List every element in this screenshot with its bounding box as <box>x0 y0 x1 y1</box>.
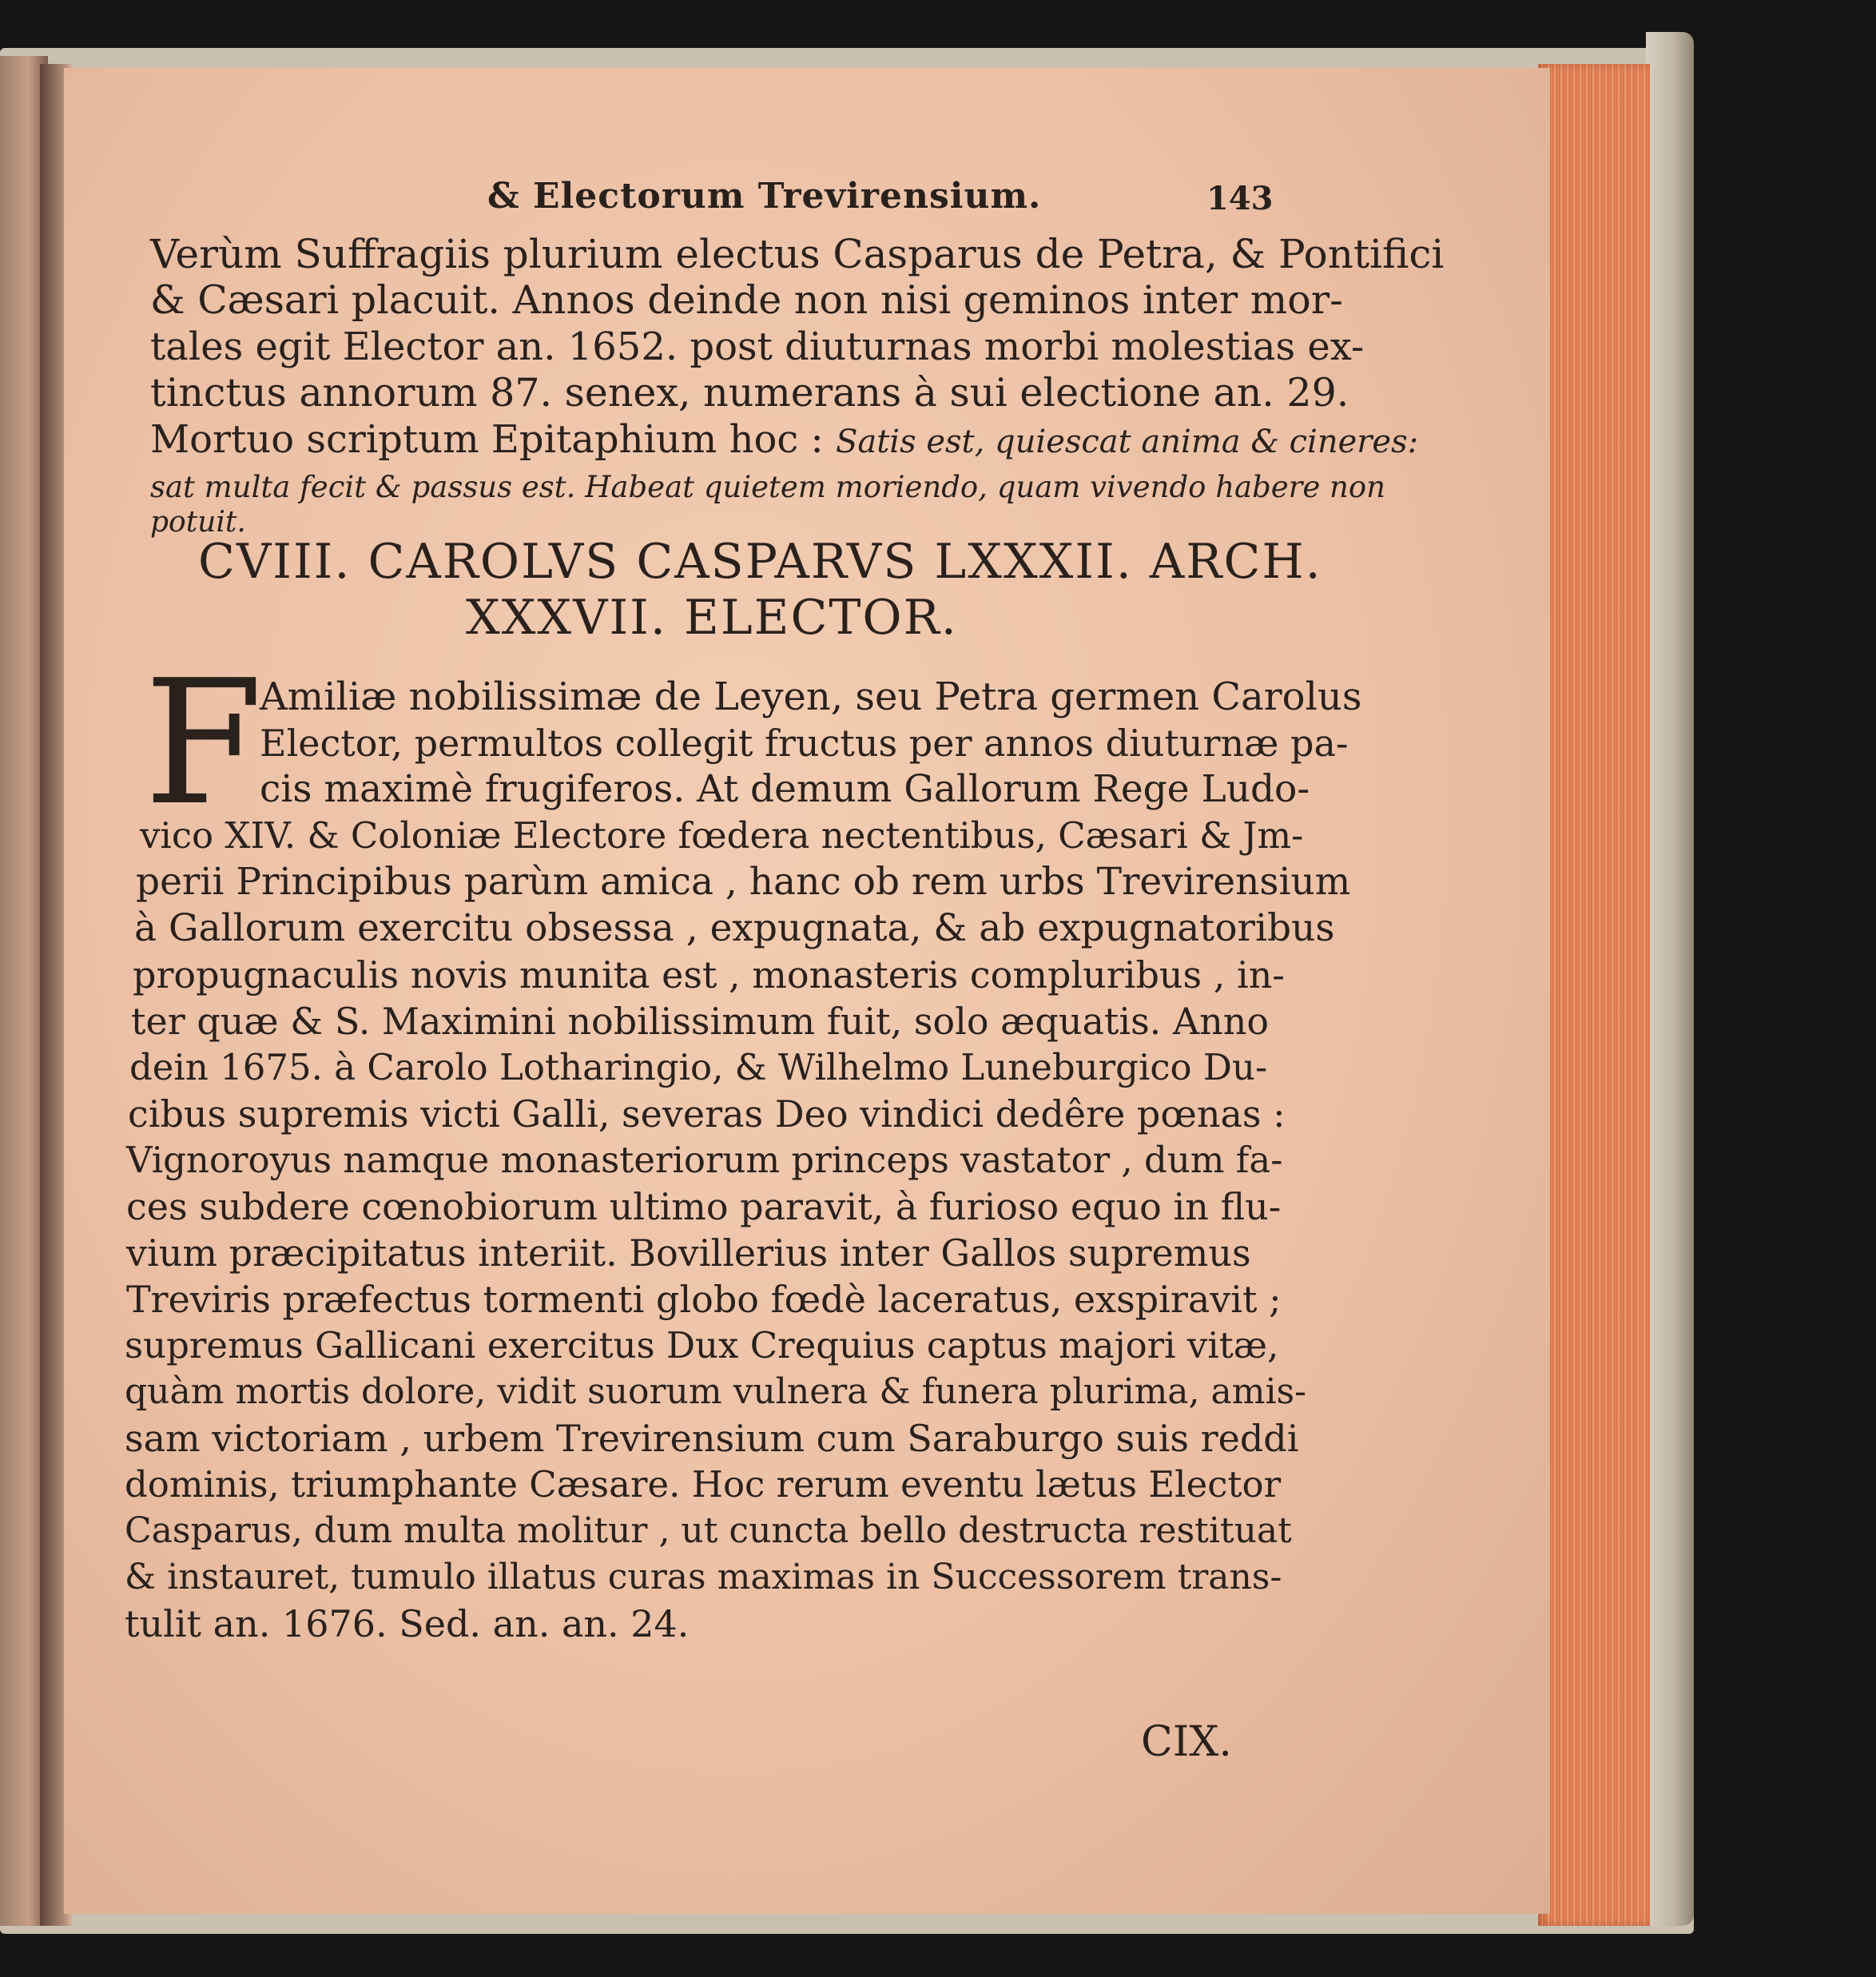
body-line: Elector, permultos collegit fructus per annos diuturnæ pa- <box>260 722 1349 765</box>
body-line: supremus Gallicani exercitus Dux Crequius captus majori vitæ, <box>125 1324 1279 1366</box>
body-line: ter quæ & S. Maximini nobilissimum fuit, solo æquatis. Anno <box>131 1000 1270 1043</box>
body-line: vium præcipitatus interiit. Bovillerius inter Gallos supremus <box>126 1231 1251 1275</box>
epitaph-line: sat multa fecit & passus est. Habeat quietem moriendo, quam vivendo habere non <box>150 470 1385 504</box>
intro-line: Verùm Suffragiis plurium electus Casparus de Petra, & Pontifici <box>150 231 1445 277</box>
body-line: vico XIV. & Coloniæ Electore fœdera nectentibus, Cæsari & Jm- <box>140 814 1304 857</box>
body-line: propugnaculis novis munita est , monasteris compluribus , in- <box>133 953 1285 996</box>
intro-line <box>150 416 1418 466</box>
intro-line: & Cæsari placuit. Annos deinde non nisi geminos inter mor- <box>150 277 1343 323</box>
epitaph-line: potuit. <box>150 506 246 539</box>
body-line: à Gallorum exercitu obsessa , expugnata, & ab expugnatoribus <box>134 906 1335 950</box>
body-line: & instauret, tumulo illatus curas maximas in Successorem trans- <box>125 1557 1282 1597</box>
body-line: cibus supremis victi Galli, severas Deo vindici dedêre pœnas : <box>128 1092 1286 1136</box>
body-line: dominis, triumphante Cæsare. Hoc rerum eventu lætus Elector <box>125 1463 1282 1506</box>
body-line: ces subdere cœnobiorum ultimo paravit, à furioso equo in flu- <box>126 1185 1282 1228</box>
cover-edge <box>1646 32 1694 1926</box>
page-fore-edge <box>1538 64 1650 1926</box>
body-line: Vignoroyus namque monasteriorum princeps vastator , dum fa- <box>126 1139 1283 1181</box>
chapter-heading-line-1: CVIII. CAROLVS CASPARVS LXXXII. ARCH. <box>198 534 1322 590</box>
body-line: Treviris præfectus tormenti globo fœdè laceratus, exspiravit ; <box>126 1278 1282 1321</box>
intro-line: tales egit Elector an. 1652. post diuturnas morbi molestias ex- <box>150 324 1365 369</box>
chapter-heading-line-2: XXXVII. ELECTOR. <box>466 590 958 646</box>
epitaph-intro: Mortuo scriptum Epitaphium hoc : <box>150 417 824 462</box>
body-line: Casparus, dum multa molitur , ut cuncta bello destructa restituat <box>125 1510 1292 1551</box>
epitaph-text: Satis est, quiescat anima & cineres: <box>835 424 1419 460</box>
body-line: quàm mortis dolore, vidit suorum vulnera & funera plurima, amis- <box>125 1371 1306 1412</box>
running-head: & Electorum Trevirensium. <box>487 176 1042 217</box>
page-number: 143 <box>1206 180 1274 217</box>
catchword: CIX. <box>1141 1718 1232 1766</box>
body-line: perii Principibus parùm amica , hanc ob rem urbs Trevirensium <box>136 860 1351 904</box>
body-line: sam victoriam , urbem Trevirensium cum Saraburgo suis reddi <box>125 1417 1299 1460</box>
body-line: dein 1675. à Carolo Lotharingio, & Wilhelmo Luneburgico Du- <box>129 1046 1268 1088</box>
body-line: tulit an. 1676. Sed. an. an. 24. <box>125 1602 690 1645</box>
drop-cap: F <box>144 642 264 843</box>
body-line: Amiliæ nobilissimæ de Leyen, seu Petra germen Carolus <box>260 674 1362 719</box>
body-line: cis maximè frugiferos. At demum Gallorum Rege Ludo- <box>260 767 1310 811</box>
intro-line: tinctus annorum 87. senex, numerans à sui electione an. 29. <box>150 370 1349 416</box>
